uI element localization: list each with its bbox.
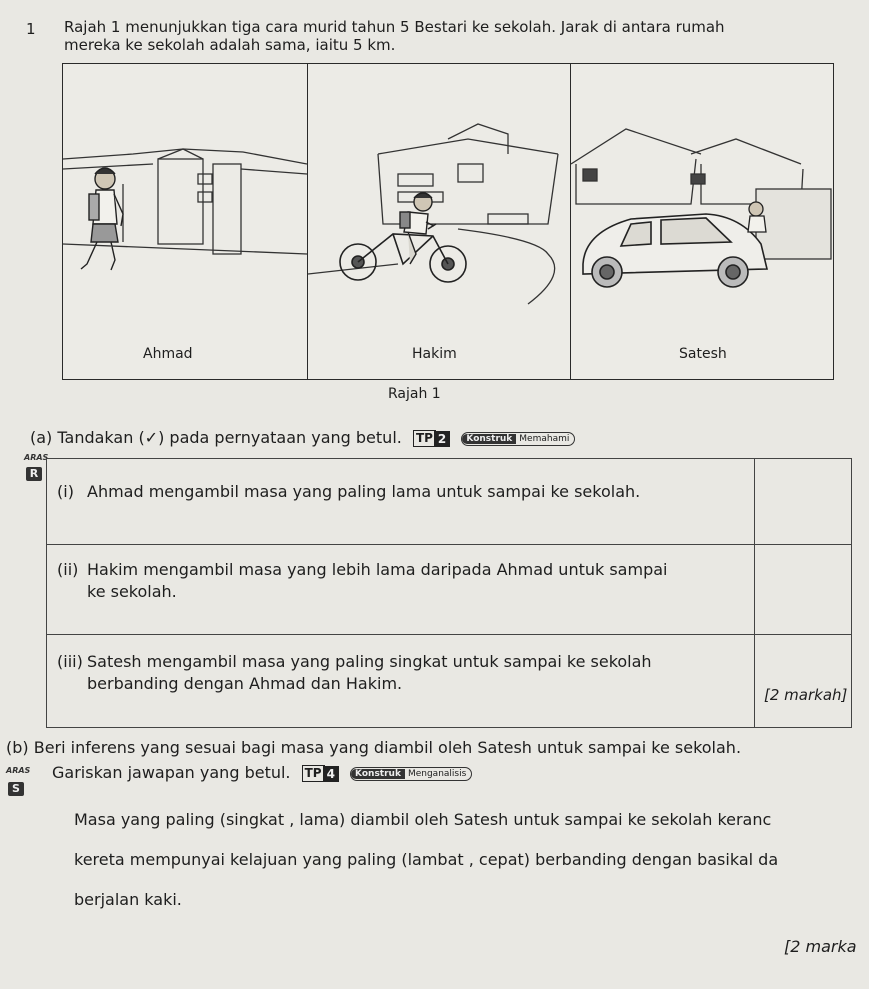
panel-hakim <box>308 64 571 379</box>
konstruk-badge-b <box>350 767 472 781</box>
konstruk-label: Konstruk <box>462 434 516 444</box>
statement-number: (ii) <box>57 560 79 579</box>
question-text-line2: mereka ke sekolah adalah sama, iaitu 5 km. <box>64 36 396 54</box>
statement-cell <box>47 545 755 635</box>
tp-level: 2 <box>434 431 450 447</box>
figure-rajah-1 <box>62 63 834 380</box>
statement-row <box>47 459 852 545</box>
part-b-question <box>6 737 869 759</box>
aras-label-a: ARAS <box>24 453 49 462</box>
statements-table <box>46 458 852 728</box>
panel-name-satesh: Satesh <box>679 346 727 362</box>
aras-badge-a: R <box>26 467 42 481</box>
part-a-heading <box>30 428 575 447</box>
tp-level-b: 4 <box>323 766 339 782</box>
statement-text: Satesh mengambil masa yang paling singkat untuk sampai ke sekolah <box>87 652 652 671</box>
car-illustration <box>571 64 833 379</box>
question-text-line1: Rajah 1 menunjukkan tiga cara murid tahun 5 Bestari ke sekolah. Jarak di antara rumah <box>64 18 725 36</box>
question-text <box>64 18 854 54</box>
konstruk-badge <box>461 432 575 446</box>
tick-box-iii[interactable] <box>755 635 852 728</box>
konstruk-label-b: Konstruk <box>351 769 405 779</box>
statement-cell <box>47 459 755 545</box>
question-number: 1 <box>26 20 36 38</box>
statement-number: (iii) <box>57 652 83 671</box>
marks-part-a: [2 markah] <box>764 686 848 704</box>
statement-text-cont: berbanding dengan Ahmad dan Hakim. <box>87 674 403 693</box>
part-a-instruction: Tandakan (✓) pada pernyataan yang betul. <box>57 428 402 447</box>
statement-number: (i) <box>57 482 74 501</box>
cycling-boy-illustration <box>308 64 570 379</box>
statement-text: Ahmad mengambil masa yang paling lama untuk sampai ke sekolah. <box>87 482 641 501</box>
tp-badge: TP <box>413 430 436 447</box>
panel-ahmad <box>63 64 308 379</box>
tick-box-ii[interactable] <box>755 545 852 635</box>
walking-boy-illustration <box>63 64 307 379</box>
konstruk-value-b: Menganalisis <box>407 768 467 779</box>
aras-label-b: ARAS <box>6 766 31 775</box>
tp-badge-b: TP <box>302 765 325 782</box>
panel-satesh <box>571 64 833 379</box>
tick-box-i[interactable] <box>755 459 852 545</box>
part-a-label: (a) <box>30 428 53 447</box>
statement-row <box>47 545 852 635</box>
figure-caption: Rajah 1 <box>388 386 441 402</box>
konstruk-value: Memahami <box>519 433 570 444</box>
part-b-instruction: Gariskan jawapan yang betul. <box>52 763 291 782</box>
part-b-instruction-row <box>52 763 472 782</box>
panel-name-hakim: Hakim <box>412 346 457 362</box>
statement-text-cont: ke sekolah. <box>87 582 177 601</box>
marks-part-b: [2 marka <box>784 937 857 956</box>
answer-line-2[interactable]: kereta mempunyai kelajuan yang paling (lambat , cepat) berbanding dengan basikal da <box>74 850 779 869</box>
statement-cell <box>47 635 755 728</box>
part-b-question-text: Beri inferens yang sesuai bagi masa yang diambil oleh Satesh untuk sampai ke sekolah. <box>33 738 742 757</box>
panel-name-ahmad: Ahmad <box>143 346 193 362</box>
answer-line-3: berjalan kaki. <box>74 890 182 909</box>
part-b-label: (b) <box>6 738 29 757</box>
statement-text: Hakim mengambil masa yang lebih lama daripada Ahmad untuk sampai <box>87 560 668 579</box>
answer-line-1[interactable]: Masa yang paling (singkat , lama) diambil oleh Satesh untuk sampai ke sekolah keranc <box>74 810 772 829</box>
statement-row <box>47 635 852 728</box>
aras-badge-b: S <box>8 782 24 796</box>
